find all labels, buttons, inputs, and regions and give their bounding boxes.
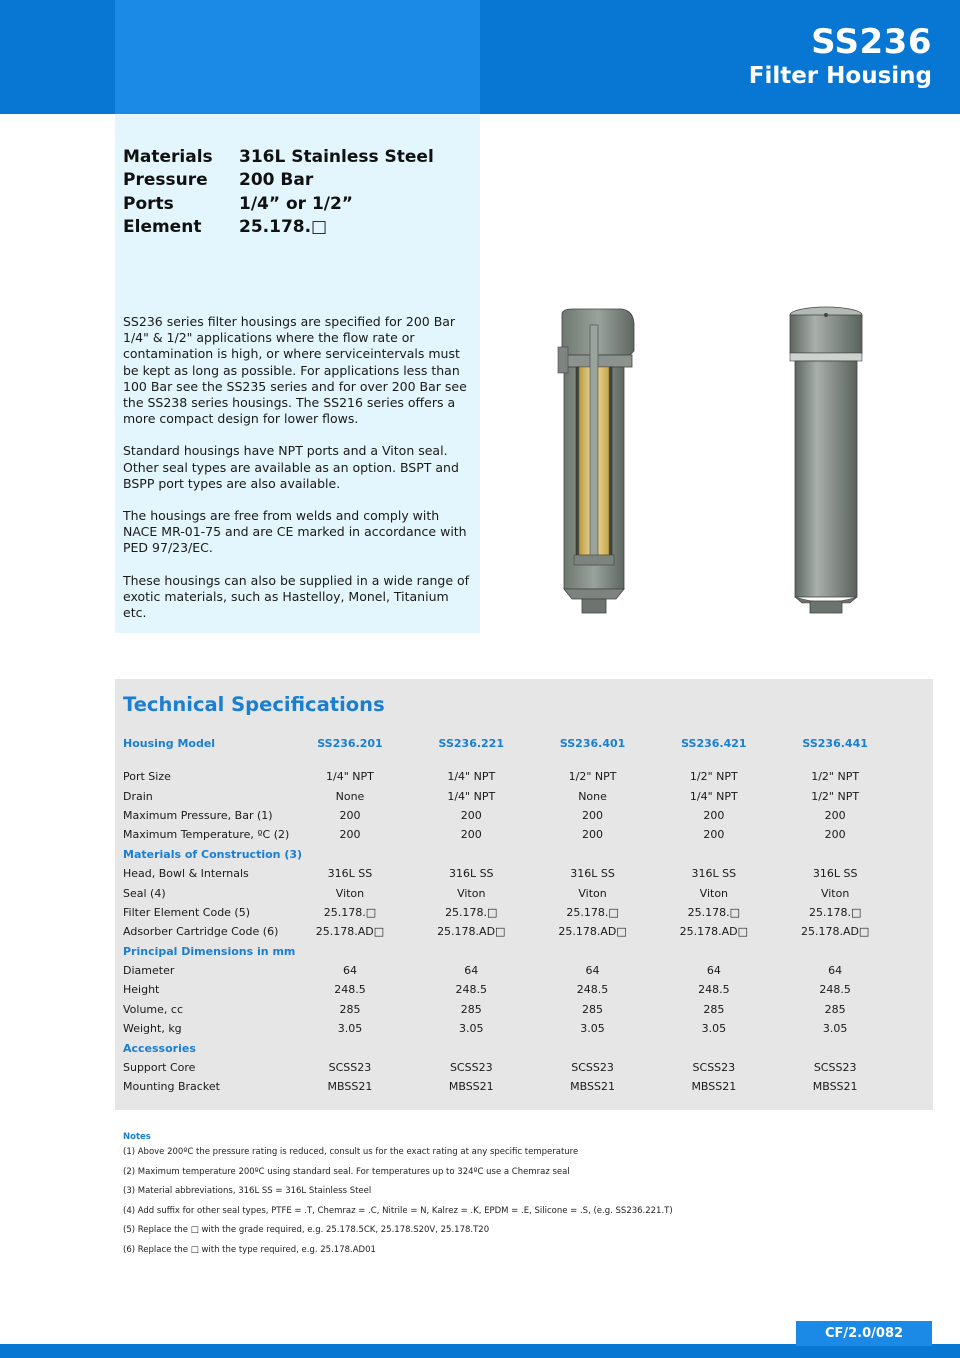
row-label: Drain [123, 789, 153, 803]
table-cell: 316L SS [327, 867, 373, 881]
specs-table [123, 733, 896, 1097]
table-cell: SCSS23 [449, 1061, 493, 1075]
section-header-row [123, 942, 896, 961]
table-cell: SCSS23 [813, 1061, 857, 1075]
model-header: SS236.421 [681, 736, 747, 750]
section-label: Materials of Construction (3) [123, 847, 303, 861]
row-label: Height [123, 983, 160, 997]
table-cell: 1/4" NPT [447, 789, 496, 803]
table-cell: MBSS21 [812, 1080, 858, 1094]
table-row [123, 980, 896, 999]
table-cell: 200 [460, 808, 482, 822]
table-cell: None [578, 789, 607, 803]
product-name: Filter Housing [748, 63, 932, 89]
row-label: Support Core [123, 1061, 196, 1075]
note-item: (6) Replace the □ with the type required, e.g. 25.178.AD01 [123, 1244, 376, 1255]
section-header-row [123, 845, 896, 864]
table-cell: 64 [585, 964, 600, 978]
note-item: (4) Add suffix for other seal types, PTFE = .T, Chemraz = .C, Nitrile = N, Kalrez = .K, EPDM = .E, Silicone = .S, (e.g. SS236.221.T) [123, 1205, 673, 1216]
row-label: Filter Element Code (5) [123, 905, 251, 919]
table-cell: 25.178.AD□ [800, 925, 870, 939]
table-cell: Viton [578, 886, 607, 900]
summary-key: Element [123, 217, 202, 238]
note-item: (3) Material abbreviations, 316L SS = 316L Stainless Steel [123, 1186, 372, 1196]
row-label: Mounting Bracket [123, 1080, 220, 1094]
specs-table-body [123, 753, 896, 1097]
model-header: SS236.201 [317, 736, 383, 750]
footer-bar [0, 1344, 960, 1358]
spacer-row [123, 753, 896, 767]
table-cell: SCSS23 [571, 1061, 614, 1075]
technical-specifications-panel [115, 679, 933, 1110]
table-cell: 25.178.□ [323, 905, 377, 919]
summary-row [123, 192, 434, 216]
table-cell: 285 [460, 1002, 482, 1016]
table-cell: 316L SS [812, 867, 858, 881]
table-cell: 200 [339, 808, 361, 822]
row-label: Port Size [123, 770, 171, 784]
table-cell: 200 [703, 808, 725, 822]
table-cell: 200 [703, 828, 725, 842]
table-cell: 1/2" NPT [811, 770, 860, 784]
row-label: Adsorber Cartridge Code (6) [123, 925, 279, 939]
table-cell: MBSS21 [448, 1080, 494, 1094]
table-cell: 3.05 [459, 1022, 484, 1036]
summary-row [123, 216, 434, 240]
table-cell: 3.05 [701, 1022, 727, 1036]
table-cell: 64 [706, 964, 721, 978]
table-cell: Viton [335, 886, 365, 900]
table-cell: Viton [699, 886, 729, 900]
table-cell: SCSS23 [692, 1061, 736, 1075]
table-cell: 25.178.□ [808, 905, 862, 919]
table-cell: 285 [582, 1002, 604, 1016]
row-label: Head, Bowl & Internals [123, 867, 249, 881]
table-cell: 248.5 [455, 983, 487, 997]
table-cell: 3.05 [822, 1022, 848, 1036]
table-cell: 200 [339, 828, 361, 842]
description-paragraph: SS236 series filter housings are specified for 200 Bar 1/4" & 1/2" applications where the flow rate or contamination is high, or where serviceintervals must be kept as long as possible. For applications less than 100 Bar see the SS235 series and for over 200 Bar see the SS238 series housings. The SS216 series offers a more compact design for lower flows. [123, 314, 467, 427]
table-cell: 248.5 [698, 983, 730, 997]
table-cell: 1/2" NPT [689, 770, 738, 784]
summary-key: Ports [123, 193, 174, 214]
table-cell: SCSS23 [328, 1061, 372, 1075]
notes [123, 1132, 673, 1264]
table-cell: 316L SS [691, 867, 737, 881]
note-item: (5) Replace the □ with the grade required, e.g. 25.178.5CK, 25.178.S20V, 25.178.T20 [123, 1225, 490, 1235]
table-row [123, 1019, 896, 1038]
table-cell: 25.178.□ [566, 905, 619, 919]
table-row [123, 786, 896, 805]
table-cell: 285 [703, 1002, 725, 1016]
summary-row [123, 169, 434, 193]
summary-value: 200 Bar [239, 170, 314, 191]
table-cell: 200 [460, 828, 482, 842]
table-row [123, 1000, 896, 1019]
summary-value: 1/4” or 1/2” [239, 193, 353, 214]
table-cell: 316L SS [448, 867, 494, 881]
table-cell: MBSS21 [327, 1080, 373, 1094]
model-header: SS236.221 [438, 736, 504, 750]
table-cell: 200 [582, 808, 604, 822]
row-label: Maximum Temperature, ºC (2) [123, 828, 290, 842]
table-cell: 316L SS [570, 867, 615, 881]
table-row [123, 1077, 896, 1096]
table-cell: 200 [824, 808, 846, 822]
table-row [123, 961, 896, 980]
summary-row [123, 145, 434, 169]
table-cell: 1/4" NPT [447, 770, 496, 784]
table-cell: 248.5 [334, 983, 366, 997]
housing-cutaway-image [552, 305, 642, 619]
note-item: (1) Above 200ºC the pressure rating is reduced, consult us for the exact rating at any specific temperature [123, 1147, 579, 1157]
table-cell: 285 [824, 1002, 846, 1016]
table-cell: 25.178.AD□ [315, 925, 385, 939]
product-code: SS236 [811, 22, 932, 62]
table-cell: 25.178.AD□ [437, 925, 506, 939]
table-row [123, 903, 896, 922]
table-cell: Viton [457, 886, 486, 900]
summary-value: 25.178.□ [239, 217, 328, 238]
row-label: Diameter [123, 964, 175, 978]
table-row [123, 825, 896, 844]
table-cell: MBSS21 [570, 1080, 615, 1094]
table-cell: 1/4" NPT [689, 789, 738, 803]
table-cell: 200 [824, 828, 846, 842]
row-label: Seal (4) [123, 886, 166, 900]
row-label: Maximum Pressure, Bar (1) [123, 808, 273, 822]
table-cell: 64 [828, 964, 843, 978]
header-label: Housing Model [123, 736, 216, 750]
tech-title: Technical Specifications [123, 693, 385, 716]
section-header-row [123, 1038, 896, 1057]
table-row [123, 883, 896, 902]
table-cell: 25.178.□ [445, 905, 498, 919]
section-label: Principal Dimensions in mm [123, 944, 296, 958]
table-cell: 25.178.AD□ [679, 925, 749, 939]
table-row [123, 864, 896, 883]
table-cell: 3.05 [580, 1022, 605, 1036]
table-row [123, 1058, 896, 1077]
model-header: SS236.401 [559, 736, 626, 750]
description-paragraph: The housings are free from welds and comply with NACE MR-01-75 and are CE marked in accordance with PED 97/23/EC. [123, 508, 467, 556]
table-cell: 1/2" NPT [811, 789, 860, 803]
table-row [123, 806, 896, 825]
description-paragraph: Standard housings have NPT ports and a Viton seal. Other seal types are available as an option. BSPT and BSPP port types are also available. [123, 443, 459, 491]
description-paragraph: These housings can also be supplied in a wide range of exotic materials, such as Hastelloy, Monel, Titanium etc. [123, 572, 470, 621]
header-accent-panel [115, 0, 480, 114]
row-label: Weight, kg [123, 1022, 182, 1036]
table-cell: 64 [342, 964, 357, 978]
summary-value: 316L Stainless Steel [239, 146, 434, 167]
housing-exterior-image [788, 305, 870, 619]
table-cell: MBSS21 [691, 1080, 737, 1094]
table-cell: 1/2" NPT [568, 770, 617, 784]
table-cell: None [335, 789, 365, 803]
table-cell: 25.178.□ [687, 905, 741, 919]
model-header: SS236.441 [802, 736, 868, 750]
table-row [123, 767, 896, 786]
summary-key: Materials [123, 146, 213, 167]
table-cell: 64 [464, 964, 479, 978]
section-label: Accessories [123, 1041, 196, 1055]
table-header-row [123, 733, 896, 753]
table-cell: 3.05 [337, 1022, 363, 1036]
table-cell: 285 [339, 1002, 361, 1016]
document-code: CF/2.0/082 [796, 1321, 932, 1346]
table-cell: 248.5 [819, 983, 851, 997]
summary-key: Pressure [123, 170, 208, 191]
table-cell: 200 [582, 828, 604, 842]
row-label: Volume, cc [123, 1002, 184, 1016]
table-cell: 25.178.AD□ [558, 925, 627, 939]
notes-title: Notes [123, 1132, 151, 1142]
table-row [123, 922, 896, 941]
table-cell: 1/4" NPT [326, 770, 374, 784]
note-item: (2) Maximum temperature 200ºC using standard seal. For temperatures up to 324ºC use a Chemraz seal [123, 1166, 570, 1177]
description [123, 314, 475, 637]
table-cell: 248.5 [576, 983, 609, 997]
table-cell: Viton [820, 886, 850, 900]
spec-summary [123, 145, 434, 239]
